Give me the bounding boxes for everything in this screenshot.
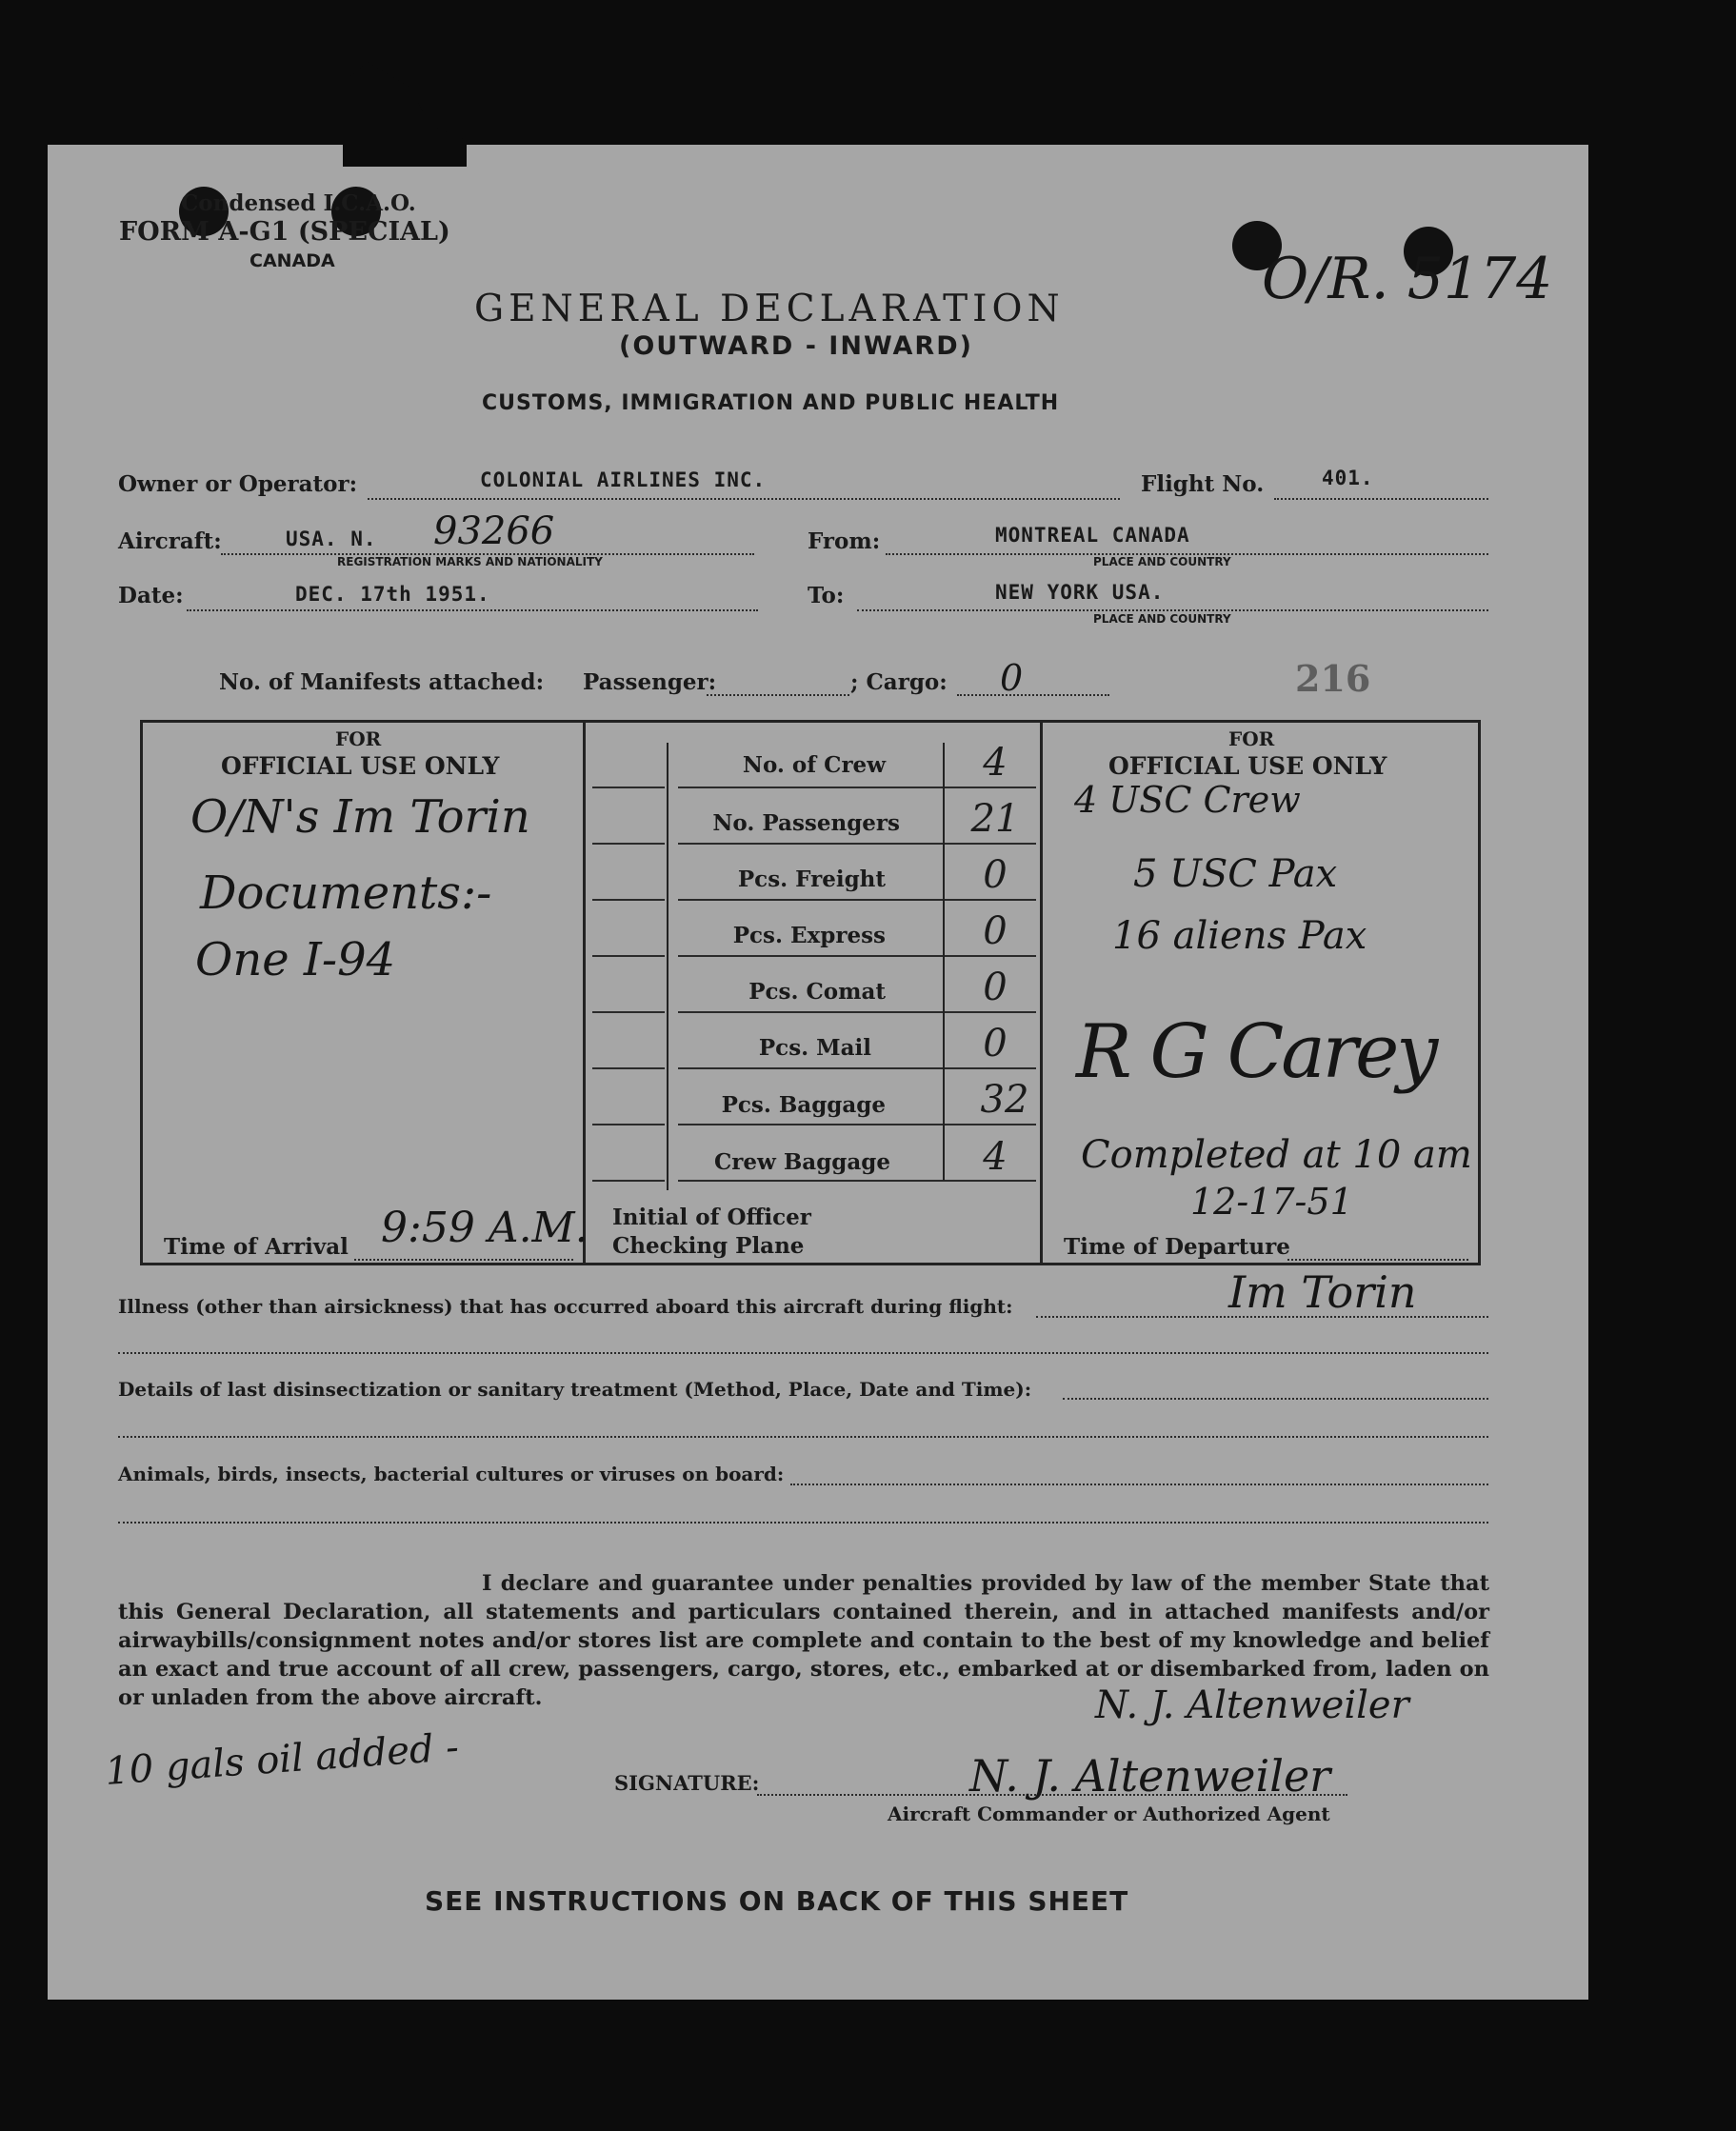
disinsect-line-2 [118, 1436, 1488, 1438]
row-value-express: 0 [983, 909, 1008, 953]
manifests-label: No. of Manifests attached: [219, 669, 545, 695]
owner-value: COLONIAL AIRLINES INC. [480, 468, 767, 491]
animals-line-2 [118, 1522, 1488, 1524]
left-note-1: O/N's Im Torin [190, 790, 530, 844]
count-row-line-1 [678, 787, 1036, 788]
aircraft-label: Aircraft: [118, 528, 222, 554]
time-arrival-label: Time of Arrival [164, 1234, 349, 1260]
commander-signature-upper: N. J. Altenweiler [1095, 1683, 1409, 1727]
completed-note: Completed at 10 am [1081, 1133, 1472, 1177]
time-arrival-value: 9:59 A.M. [381, 1204, 589, 1252]
date-label: Date: [118, 583, 184, 608]
row-value-comat: 0 [983, 966, 1008, 1009]
row-value-crew: 4 [983, 741, 1008, 785]
blank-cell-line-5 [592, 1011, 665, 1013]
row-label-freight: Pcs. Freight [737, 866, 886, 892]
commander-signature: N. J. Altenweiler [969, 1750, 1331, 1802]
row-label-passengers: No. Passengers [712, 810, 900, 836]
blank-cell-line-2 [592, 843, 665, 845]
left-note-3: One I-94 [195, 933, 396, 986]
right-official-header-1: FOR [1228, 727, 1275, 750]
page-subtitle: (OUTWARD - INWARD) [619, 331, 973, 361]
owner-line [368, 498, 1120, 500]
row-value-passengers: 21 [970, 797, 1020, 841]
blank-cell-line-1 [592, 787, 665, 788]
left-official-header-1: FOR [335, 727, 382, 750]
to-caption: PLACE AND COUNTRY [1093, 612, 1231, 626]
table-bottom [140, 1263, 1478, 1265]
blank-cell-line-7 [592, 1124, 665, 1125]
time-arrival-line [354, 1259, 573, 1261]
row-label-baggage: Pcs. Baggage [721, 1092, 886, 1118]
table-divider-1 [583, 720, 586, 1265]
owner-label: Owner or Operator: [118, 471, 358, 497]
to-line [857, 609, 1488, 611]
time-departure-label: Time of Departure [1064, 1234, 1290, 1260]
stamp-number: 216 [1295, 657, 1371, 700]
right-note-aliens-pax: 16 aliens Pax [1112, 914, 1367, 958]
illness-initials: Im Torin [1228, 1266, 1417, 1318]
row-label-express: Pcs. Express [732, 923, 886, 948]
cargo-value: 0 [1000, 657, 1024, 699]
blank-cell-line-6 [592, 1067, 665, 1069]
illness-line-2 [118, 1352, 1488, 1354]
reference-number: O/R. 5174 [1262, 246, 1553, 312]
passenger-line [707, 694, 849, 696]
row-label-comat: Pcs. Comat [748, 979, 886, 1005]
date-line [187, 609, 758, 611]
aircraft-value: USA. N. [286, 528, 377, 550]
row-label-mail: Pcs. Mail [758, 1035, 871, 1061]
row-value-baggage: 32 [980, 1078, 1029, 1122]
row-value-crew-baggage: 4 [983, 1135, 1008, 1179]
aircraft-caption: REGISTRATION MARKS AND NATIONALITY [337, 555, 603, 568]
initial-officer-label-2: Checking Plane [612, 1233, 805, 1259]
to-label: To: [808, 583, 845, 608]
row-label-crew-baggage: Crew Baggage [714, 1149, 890, 1175]
from-caption: PLACE AND COUNTRY [1093, 555, 1231, 568]
right-official-header-2: OFFICIAL USE ONLY [1108, 752, 1387, 780]
illness-label: Illness (other than airsickness) that has occurred aboard this aircraft during flight: [118, 1295, 1013, 1318]
from-value: MONTREAL CANADA [995, 524, 1190, 547]
from-label: From: [808, 528, 881, 554]
declaration-paragraph: I declare and guarantee under penalties provided by law of the member State that this General Declaration, all statements and particulars contained therein, and in attached manifests and/or airwaybills/consignment notes and/or stores list are complete and contain to the best of my knowledge and belief an exact and true account of all crew, passengers, cargo, stores, etc., embarked at or disembarked from, laden on or unladen from the above aircraft. [118, 1571, 1489, 1710]
cargo-label: ; Cargo: [850, 669, 948, 695]
row-value-mail: 0 [983, 1022, 1008, 1066]
form-designation-line2: FORM A-G1 (SPECIAL) [119, 217, 450, 247]
count-row-line-4 [678, 955, 1036, 957]
date-value: DEC. 17th 1951. [295, 583, 490, 606]
count-value-divider [943, 743, 945, 1181]
count-row-line-7 [678, 1124, 1036, 1125]
cargo-line [957, 694, 1109, 696]
blank-cell-line-4 [592, 955, 665, 957]
initial-officer-label-1: Initial of Officer [612, 1205, 811, 1230]
left-official-header-2: OFFICIAL USE ONLY [221, 752, 500, 780]
signature-caption: Aircraft Commander or Authorized Agent [888, 1802, 1330, 1825]
flight-label: Flight No. [1141, 471, 1265, 497]
time-departure-line [1287, 1259, 1468, 1261]
oil-note: 10 gals oil added - [103, 1725, 461, 1794]
blank-cell-line-8 [592, 1180, 665, 1182]
officer-signature: R G Carey [1076, 1009, 1436, 1095]
table-divider-2 [1040, 720, 1043, 1265]
row-value-freight: 0 [983, 853, 1008, 897]
animals-label: Animals, birds, insects, bacterial cultures or viruses on board: [118, 1463, 785, 1485]
right-note-usc-pax: 5 USC Pax [1133, 852, 1338, 896]
count-row-line-3 [678, 899, 1036, 901]
page-title: GENERAL DECLARATION [474, 288, 1065, 330]
count-row-line-6 [678, 1067, 1036, 1069]
count-row-line-2 [678, 843, 1036, 845]
flight-line [1274, 498, 1488, 500]
disinsect-line [1063, 1398, 1488, 1400]
row-label-crew: No. of Crew [742, 752, 886, 778]
count-row-line-5 [678, 1011, 1036, 1013]
right-note-crew: 4 USC Crew [1074, 779, 1301, 821]
count-row-line-8 [678, 1180, 1036, 1182]
form-country: CANADA [249, 250, 335, 271]
passenger-label: Passenger: [583, 669, 717, 695]
signature-label: SIGNATURE: [614, 1771, 760, 1795]
page-subheading: CUSTOMS, IMMIGRATION AND PUBLIC HEALTH [482, 391, 1060, 415]
form-designation-line1: Condensed I.C.A.O. [181, 190, 416, 216]
aircraft-number: 93266 [433, 509, 555, 553]
to-value: NEW YORK USA. [995, 581, 1165, 604]
footer-instructions: SEE INSTRUCTIONS ON BACK OF THIS SHEET [425, 1885, 1129, 1917]
torn-corner [343, 62, 467, 167]
completed-date: 12-17-51 [1190, 1181, 1353, 1223]
disinsect-label: Details of last disinsectization or sanitary treatment (Method, Place, Date and Time): [118, 1378, 1032, 1401]
blank-cell-line-3 [592, 899, 665, 901]
left-note-2: Documents:- [200, 866, 492, 920]
flight-value: 401. [1322, 467, 1374, 489]
animals-line [790, 1484, 1488, 1485]
